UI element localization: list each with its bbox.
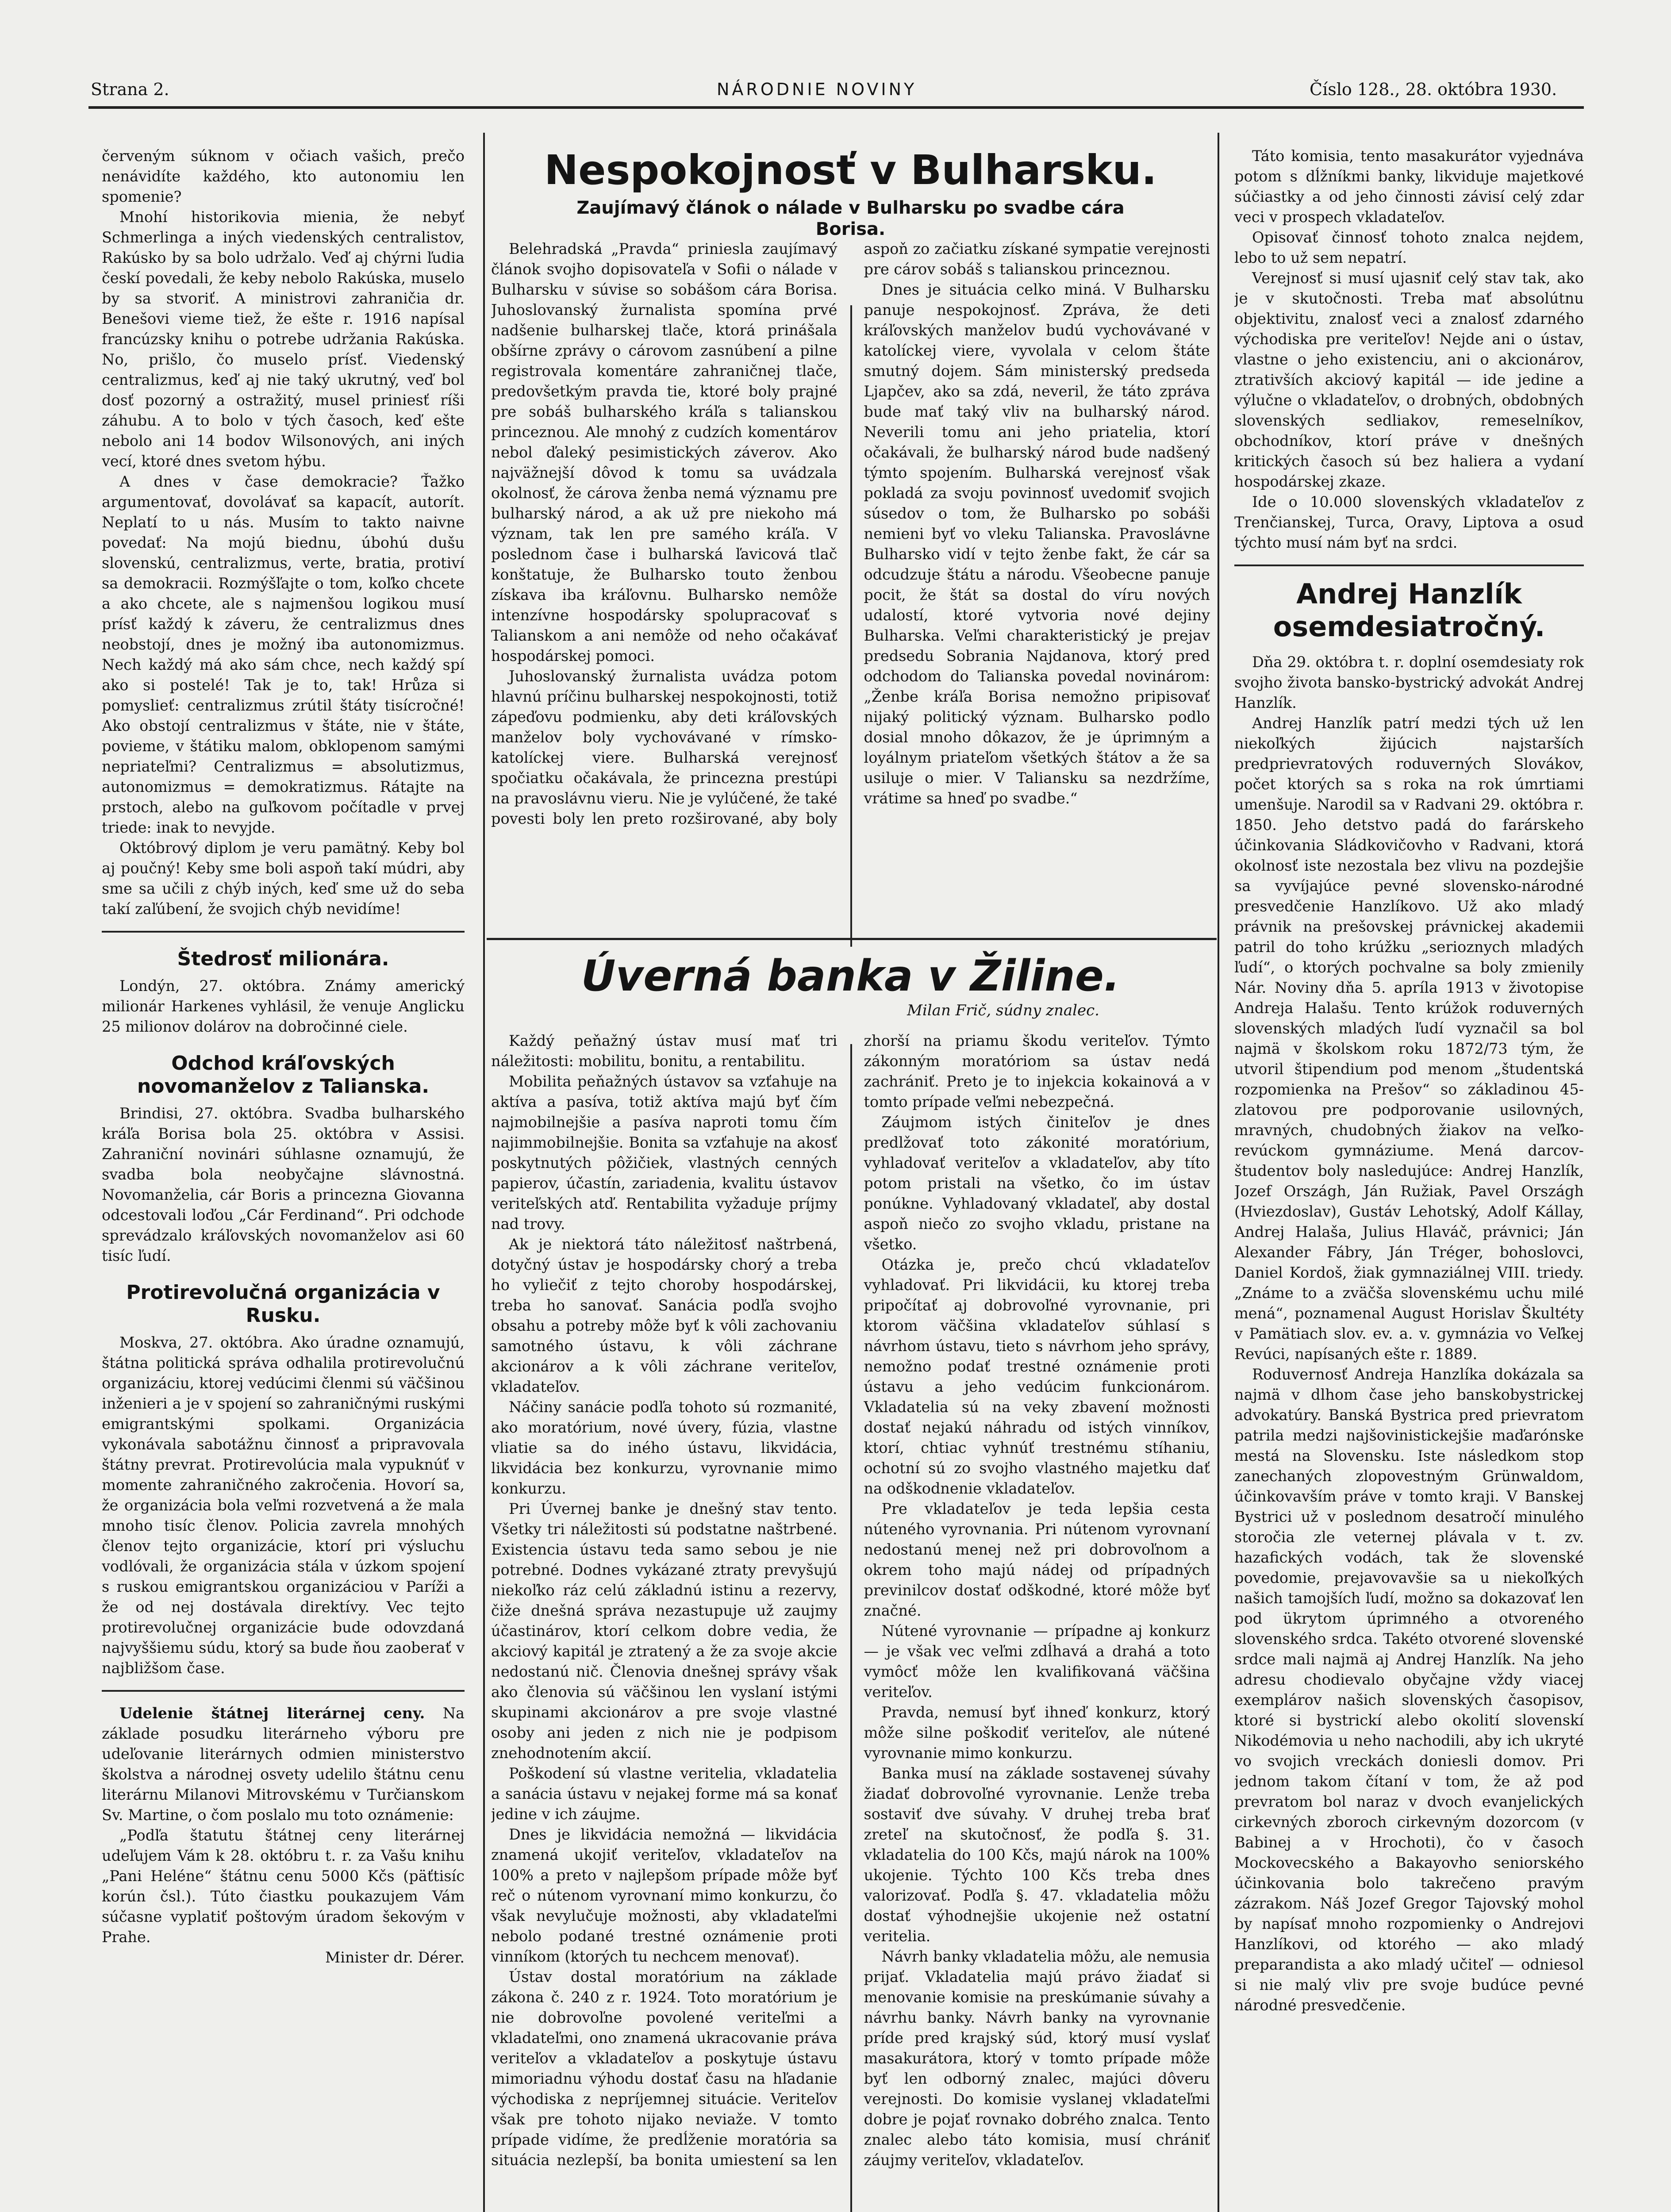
- bank-title: Úverná banka v Žiline.: [581, 951, 1120, 1001]
- col4-paragraph: Táto komisia, tento masakurátor vyjednáva potom s dĺžníkmi banky, likviduje majetkové súčiastky a od jeho činnosti závisí celý zdar veci v prospech vkladateľov.: [1234, 147, 1584, 226]
- bulgaria-paragraph: Belehradská „Pravda“ priniesla zaujímavý článok svojho dopisovateľa v Sofii o nálade v Bulharsku v súvise so sobášom cára Borisa. Juhoslovanský žurnalista spomína prvé nadšenie bulharskej tlače, ktorá prinášala obšírne zprávy o cárovom zasnúbení a pilne registrovala komentáre zahraničnej tlače, predovšetkým pravda tie, ktoré boly prajné pre sobáš bulharského kráľa s talianskou princeznou. Ale mnohý z cudzích komentárov nebol ďaleký pesimistických záverov. Ako najväžnejší dôvod k tomu sa uvádzala okolnosť, že cárova ženba nemá významu pre bulharský národ, a ak už pre niekoho má význam, tak len pre samého kráľa. V poslednom čase i bulharská ľavicová tlač konštatuje, že Bulharsko touto ženbou získava iba kráľovnu. Bulharsko nemôže intenzívne hospodársky spolupracovať s Talianskom a ani nemôže od neho očakávať hospodárskej pomoci.: [491, 240, 837, 664]
- bank-paragraph: Ústav dostal moratórium na základe zákona č. 240 z r. 1924. Toto moratórium je nie dobrovoľne povolené veriteľmi a vkladateľmi, ono znamená ukracovanie práva veriteľov a vkladateľov a poskytuje ústavu mimoriadnu výhodu dostať času na hľadanie východiska z nepríjemnej situácie. Veriteľov však pre tohoto nijako neviaže. V tomto prípade vidíme, že predĺženie moratória sa situácia nezlepší, ba bonita umiestení sa len zhorší na priamu škodu veriteľov. Týmto zákonným moratóriom sa ústav nedá zachrániť. Preto je to injekcia kokainová a v tomto prípade veľmi nebezpečná.: [491, 1032, 1210, 2169]
- bank-paragraph: Návrh banky vkladatelia môžu, ale nemusia prijať. Vkladatelia majú právo žiadať si menovanie komisie na preskúmanie súvahy a návrhu banky. Návrh banky na vyrovnanie príde pred krajský súd, ktorý musí vyslať masakurátora, ktorý v tomto prípade môže byť len odborný znalec, majúci dôveru verejnosti. Do komisie vyslanej vkladateľmi dobre je pojať rovnako dobrého znalca. Tento znalec alebo táto komisia, musí chrániť záujmy veriteľov, vkladateľov.: [864, 1948, 1210, 2169]
- divider: [1234, 565, 1584, 566]
- bulgaria-subtitle: Zaujímavý článok o nálade v Bulharsku po svadbe cára Borisa.: [576, 198, 1125, 239]
- bank-paragraph: Záujmom istých činiteľov je dnes predlžovať toto zákonité moratórium, vyhladovať veriteľov a vkladateľov, aby títo potom pristali na všetko, čo im ústav ponúkne. Vyhladovaný vkladateľ, aby dostal aspoň niečo zo svojho vkladu, pristane na všetko.: [864, 1114, 1210, 1253]
- issue-date: Číslo 128., 28. októbra 1930.: [1310, 80, 1557, 99]
- page-number: Strana 2.: [91, 80, 169, 99]
- bank-paragraph: Náčiny sanácie podľa tohoto sú rozmanité, ako moratórium, nové úvery, fúzia, vlastne vliatie sa do iného ústavu, likvidácia, likvidácia bez konkurzu, vyrovnanie mimo konkurzu.: [491, 1398, 837, 1497]
- bulgaria-title: Nespokojnosť v Bulharsku.: [544, 146, 1157, 194]
- award-body: Na základe posudku literárneho výboru pre udeľovanie literárnych odmien ministerstvo školstva a národnej osvety udelilo štátnu cenu literárnu Milanovi Mitrovskému v Turčianskom Sv. Martine, o čom poslalo mu toto oznámenie:: [102, 1705, 465, 1824]
- bank-body: [491, 1031, 1210, 2212]
- bank-paragraph: Pre vkladateľov je teda lepšia cesta núteného vyrovnania. Pri nútenom vyrovnaní nedostanú menej než pri dobrovoľnom a okrem toho majú nádej od prípadných previnilcov dostať odškodné, ktoré môže byť značné.: [864, 1500, 1210, 1619]
- bulgaria-paragraph: Juhoslovanský žurnalista uvádza potom hlavnú príčinu bulharskej nespokojnosti, totiž zápeďovu podmienku, aby deti kráľovských manželov boly vychovávané v rímsko-katolíckej viere. Bulharská verejnosť spočiatku očakávala, že princezna prestúpi na pravoslávnu vieru. Nie je vylúčené, že také povesti boly len preto rozširované, aby boly aspoň zo začiatku získané sympatie verejnosti pre cárov sobáš s talianskou princeznou.: [491, 240, 1210, 827]
- bulgaria-paragraph: Dnes je situácia celko miná. V Bulharsku panuje nespokojnosť. Zpráva, že deti kráľovských manželov budú vychovávané v katolíckej viere, vyvolala v celom štáte smutný dojem. Sám ministerský predseda Ljapčev, ako sa zdá, neveril, že táto zpráva bude mať taký vliv na bulharský národ. Neverili tomu ani jeho priatelia, ktorí očakávali, že bulharský národ bude nadšený týmto spojením. Bulharská verejnosť však pokladá za svoju povinnosť uvedomiť svojich súsedov o tom, že Bulharsko po sobáši nemieni byť vo vleku Talianska. Pravoslávne Bulharsko vidí v tejto ženbe fakt, že cár sa odcudzuje štátu a národu. Všeobecne panuje pocit, že štát sa dostal do víru nových udalostí, ktoré vytvoria nové dejiny Bulharska. Veľmi charakteristický je prejav predsedu Sobrania Najdanova, ktorý pred odchodom do Talianska povedal novinárom: „Ženbe kráľa Borisa nemožno pripisovať nijaký politický význam. Bulharsko podlo dosial mnoho dôkazov, že je úprimným a loyálnym priateľom všetkých štátov a že sa usiluje o mier. V Taliansku sa nezdržíme, vrátime sa hneď po svadbe.“: [864, 281, 1210, 807]
- divider: [102, 1690, 465, 1692]
- hanzlik-title: Andrej Hanzlík osemdesiatročný.: [1273, 578, 1545, 643]
- article-title: Odchod kráľovských novomanželov z Talianska.: [137, 1052, 430, 1098]
- col1-paragraph: Mnohí historikovia mienia, že nebyť Schmerlinga a iných viedenských centralistov, Rakúsko by sa bolo udržalo. Veď aj chýrni ľudia českí povedali, že keby nebolo Rakúska, muselo by sa stvoriť. A ministrovi zahraničia dr. Benešovi vieme tiež, že ešte r. 1916 napísal francúzsky knihu o potrebe udržania Rakúska. No, prišlo, čo muselo prísť. Viedenský centralizmus, keď aj nie taký ukrutný, veď bol dosť pozorný a ostražitý, musel priniesť ríši záhubu. A to bolo v tých časoch, keď ešte nebolo ani 14 bodov Wilsonových, ani iných vecí, ktoré dnes svetom hýbu.: [102, 208, 465, 470]
- hanzlik-paragraph: Dňa 29. októbra t. r. doplní osemdesiaty rok svojho života bansko-bystrický advokát Andrej Hanzlík.: [1234, 653, 1584, 711]
- bank-paragraph: Otázka je, prečo chcú vkladateľov vyhladovať. Pri likvidácii, ku ktorej treba pripočítať aj dobrovoľné vyrovnanie, pri ktorom väčšina vkladateľov súhlasí s návrhom ústavu, tieto s návrhom jeho správy, nemožno podať trestné oznámenie proti ústavu a jeho vedúcim funkcionárom. Vkladatelia sú na veky zbavení možnosti dostať nejakú náhradu od istých vinníkov, ktorí, chtiac vyhnúť trestnému stíhaniu, ochotní sú zo svojho vlastného majetku dať na odškodnenie vkladateľov.: [864, 1256, 1210, 1497]
- bulgaria-headline: [491, 146, 1210, 248]
- column-rule-1: [483, 133, 485, 2212]
- bank-paragraph: Dnes je likvidácia nemožná — likvidácia znamená ukojiť veriteľov, vkladateľov na 100% a preto v najlepšom prípade môže byť reč o nútenom vyrovnaní mimo konkurzu, čo však nevylučuje možnosti, aby vkladateľmi nebolo podané trestné oznámenie proti vinníkom (ktorých tu nechcem menovať).: [491, 1826, 837, 1965]
- article-body: Brindisi, 27. októbra. Svadba bulharského kráľa Borisa bola 25. októbra v Assisi. Zahraniční novinári súhlasne oznamujú, že svadba bola neobyčajne slávnostná. Novomanželia, cár Boris a princezna Giovanna odcestovali loďou „Cár Ferdinand“. Pri odchode sprevádzalo kráľovských novomanželov asi 60 tisíc ľudí.: [102, 1105, 465, 1264]
- bank-paragraph: Banka musí na základe sostavenej súvahy žiadať dobrovoľné vyrovnanie. Lenže treba sostaviť dve súvahy. V druhej treba brať zreteľ na skutočnosť, že podľa §. 31. vkladatelia do 100 Kčs, majú nárok na 100% ukojenie. Týchto 100 Kčs treba dnes valorizovať. Podľa §. 47. vkladatelia môžu dostať výhodnejšie ukojenie než ostatní veritelia.: [864, 1765, 1210, 1945]
- bank-author: Milan Frič, súdny znalec.: [907, 1002, 1099, 1019]
- article-body: Moskva, 27. októbra. Ako úradne oznamujú, štátna politická správa odhalila protirevolučnú organizáciu, ktorej vedúcimi členmi sú väčšinou inženieri a je v spojení so zahraničnými ruskými emigrantskými spolkami. Organizácia vykonávala sabotážnu činnosť a pripravovala štátny prevrat. Protirevolúcia mala vypuknúť v momente zahraničného zakročenia. Hovorí sa, že organizácia bola veľmi rozvetvená a že mala mnoho tisíc členov. Policia zavrela mnohých členov tejto organizácie, ktorí pri výsluchu vodlóvali, že organizácia stála v úzkom spojení s ruskou emigrantskou organizáciou v Paríži a že od nej dostávala direktívy. Vec tejto protirevolučnej organizácie bude odovzdaná najvyššiemu súdu, ktorý sa bude ňou zaoberať v najbližšom čase.: [102, 1334, 465, 1677]
- article-title: Štedrosť milionára.: [177, 948, 389, 970]
- bulgaria-body: [491, 239, 1210, 929]
- bank-headline: [491, 951, 1210, 1020]
- col4-paragraph: Verejnosť si musí ujasniť celý stav tak, ako je v skutočnosti. Treba mať absolútnu objektivitu, znalosť veci a znalosť zdarného východiska pre veriteľov! Nejde ani o ústav, vlastne o jeho existenciu, ani o akcionárov, ztrativších akciový kapitál — ide jedine a výlučne o vkladateľov, o drobných, obdobných slovenských sedliakov, remeselníkov, obchodníkov, ktorí práve v dnešných kritických časoch sú bez haliera a vydaní hospodárskej zkaze.: [1234, 269, 1584, 490]
- column-4: [1234, 146, 1584, 2212]
- column-rule-3: [1218, 133, 1219, 2212]
- bank-paragraph: Pravda, nemusí byť ihneď konkurz, ktorý môže silne poškodiť veriteľov, ale nútené vyrovnanie mimo konkurzu.: [864, 1704, 1210, 1762]
- award-lead: Udelenie štátnej literárnej ceny.: [119, 1705, 425, 1722]
- hanzlik-paragraph: Roduvernosť Andreja Hanzlíka dokázala sa najmä v dlhom čase jeho banskobystrickej advokatúry. Banská Bystrica pred prievratom patrila medzi najšovinistickejšie maďarónske mestá na Slovensku. Iste následkom stop zanechaných zlopovestným Grünwaldom, účinkovavším práve v tomto kraji. V Banskej Bystrici už v poslednom desatročí minulého storočia zle veternej plávala v t. zv. hazafických vodách, tak že slovenské povedomie, prejavovavšie sa u niekoľkých našich tamojších ľudí, možno sa dokazovať len pod ükrytom úprimného a otvoreného slovenského srdca. Takéto otvorené slovenské srdce mali najmä aj Andrej Hanzlík. Na jeho adresu chodievalo obyčajne vždy viacej exemplárov našich slovenských časopisov, ktoré si bystrickí alebo okolití slovenskí Nikodémovia u neho nachodili, aby ich ukryté vo svojich vreckách doniesli domov. Pri jednom takom čítaní v tom, že až pod prevratom bol naraz v dvoch evanjelických cirkevných zboroch cirkevným dozorcom (v Babinej a v Hrochoti), čo v časoch Mockovecského a Bakayovho seniorského účinkovania bolo takrečeno pravým zázrakom. Náš Jozef Gregor Tajovský mohol by napísať mnoho rozpomienky o Andrejovi Hanzlíkovi, od ktorého — ako mladý preparandista a ako mladý učiteľ — odniesol si nie malý vliv pre svoje budúce pevné národné presvedčenie.: [1234, 1366, 1584, 2014]
- col1-paragraph: Októbrový diplom je veru pamätný. Keby bol aj poučný! Keby sme boli aspoň takí múdri, aby sme sa učili z chýb iných, keď sme už do seba takí zaľúbení, že svojich chýb nevidíme!: [102, 839, 465, 918]
- column-1: [102, 146, 465, 2212]
- col1-paragraph: červeným súknom v očiach vašich, prečo nenávidíte každého, kto autonomiu len spomenie?: [102, 147, 465, 205]
- award-signature: Minister dr. Dérer.: [325, 1949, 465, 1966]
- bank-paragraph: Poškodení sú vlastne veritelia, vkladatelia a sanácia ústavu v nejakej forme má sa konať jedine v ich záujme.: [491, 1765, 837, 1823]
- bank-paragraph: Ak je niektorá táto náležitosť naštrbená, dotyčný ústav je hospodársky chorý a treba ho vyliečiť z tejto choroby hospodárskej, treba ho sanovať. Sanácia podľa svojho obsahu a potreby môže byť k vôli zachovaniu samotného ústavu, k vôli záchrane akcionárov a k vôli záchrane veriteľov, vkladateľov.: [491, 1236, 837, 1395]
- header-rule: [88, 106, 1584, 109]
- bank-paragraph: Každý peňažný ústav musí mať tri náležitosti: mobilitu, bonitu, a rentabilitu.: [491, 1032, 837, 1070]
- bank-paragraph: Pri Úvernej banke je dnešný stav tento. Všetky tri náležitosti sú podstatne naštrbené. Existencia ústavu teda samo sebou je nie potrebné. Dodnes vykázané ztraty prevyšujú niekoľko ráz celú základnú istinu a rezervy, čiže dnešná správa nezastupuje už zaujmy účastinárov, ktorí celkom dobre vedia, že akciový kapitál je ztratený a že za svoje akcie nedostanú nič. Členovia dnešnej správy však ako členovia sú väčšinou len vyslaní istými skupinami akcionárov a pre svoje vlastné osoby ani jeden z nich nie je podpisom znehodnotením akcií.: [491, 1500, 837, 1762]
- hanzlik-paragraph: Andrej Hanzlík patrí medzi tých už len niekoľkých žijúcich najstarších predprievratových roduverných Slovákov, počet ktorých sa s roka na rok úmrtiami umenšuje. Narodil sa v Radvani 29. októbra r. 1850. Jeho detstvo padá do farárskeho účinkovania Sládkovičovho v Radvani, ktorá okolnosť iste nezostala bez vlivu na pozdejšie sa vyvíjajúce pevné slovensko-národné presvedčenie Hanzlíkovo. Už ako mladý právnik na prešovskej právnickej akademii patril do toho krúžku „serioznych mladých ľudí“, o ktorých pochvalne sa boly zmienily Nár. Noviny dňa 5. apríla 1913 v životopise Andreja Halašu. Tento krúžok roduverných slovenských mladých ľudí vyznačil sa bol najmä v školskom roku 1872/73 tým, že utvoril štipendium pod menom „študentská rozpomienka na Prešov“ so základinou 45-zlatovou pre podporovanie usilovných, mravných, chudobných žiakov na veľko-revúckom gymnáziume. Mená darcov-študentov boly nasledujúce: Andrej Hanzlík, Jozef Országh, Ján Ružiak, Pavel Országh (Hviezdoslav), Gustáv Lehotský, Adolf Kállay, Andrej Halaša, Julius Hlaváč, právnici; Ján Alexander Fábry, Ján Tréger, bohoslovci, Daniel Kordoš, žiak gymnaziálnej VIII. triedy. „Známe to a zväčša slovenskému uchu milé mená“, poznamenal August Horislav Škultéty v Pamätiach slov. ev. a. v. gymnázia vo Veľkej Revúci, napísaných ešte r. 1889.: [1234, 714, 1584, 1363]
- section-rule: [487, 938, 1217, 940]
- col4-paragraph: Opisovať činnosť tohoto znalca nejdem, lebo to už sem nepatrí.: [1234, 229, 1584, 266]
- divider: [102, 931, 465, 933]
- newspaper-name: NÁRODNIE NOVINY: [717, 80, 917, 99]
- article-body: Londýn, 27. októbra. Známy americký milionár Harkenes vyhlásil, že venuje Anglicku 25 milionov dolárov na dobročinné ciele.: [102, 977, 465, 1035]
- article-title: Protirevolučná organizácia v Rusku.: [126, 1281, 440, 1327]
- col4-paragraph: Ide o 10.000 slovenských vkladateľov z Trenčianskej, Turca, Oravy, Liptova a osud týchto musí nám byť na srdci.: [1234, 493, 1584, 551]
- bank-paragraph: Mobilita peňažných ústavov sa vzťahuje na aktíva a pasíva, totiž aktíva majú byť čím najmobilnejšie a pasíva naproti tomu čím najimmobilnejšie. Bonita sa vzťahuje na akosť poskytnutých pôžičiek, vlastných cenných papierov, účastín, zariadenia, kvalitu ústavov veriteľských atď. Rentabilita vyžaduje príjmy nad trovy.: [491, 1073, 837, 1233]
- award-quote: „Podľa štatutu štátnej ceny literárnej udeľujem Vám k 28. októbru t. r. za Vašu knihu „Pani Heléne“ štátnu cenu 5000 Kčs (päťtisíc korún čsl.). Túto čiastku poukazujem Vám súčasne vyplatiť poštovým úradom šekovým v Prahe.: [102, 1827, 465, 1946]
- col1-paragraph: A dnes v čase demokracie? Ťažko argumentovať, dovolávať sa kapacít, autorít. Neplatí to u nás. Musím to takto naivne povedať: Na mojú biednu, úbohú dušu slovenskú, centralizmus, verte, bratia, protiví sa demokracii. Rozmýšľajte o tom, koľko chcete a ako chcete, ale s najmenšou logikou musí prísť každý k záveru, že centralizmus dnes neobstojí, dnes je možný iba autonomizmus. Nech každý má ako sám chce, nech každý spí ako si postelé! Tak je to, tak! Hrůza si pomyslieť: centralizmus zrútil štáty tisícročné! Ako obstojí centralizmus v štáte, nie v štáte, povieme, v štátiku malom, obklopenom samými nepriateľmi? Centralizmus = absolutizmus, autonomizmus = demokratizmus. Rátajte na prstoch, alebo na guľkovom počítadle v prvej triede: inak to nevyjde.: [102, 473, 465, 836]
- award-paragraph: [102, 1703, 465, 1825]
- bank-paragraph: Nútené vyrovnanie — prípadne aj konkurz — je však vec veľmi zdĺhavá a drahá a toto vymôcť môže len kvalifikovaná väčšina veriteľov.: [864, 1622, 1210, 1701]
